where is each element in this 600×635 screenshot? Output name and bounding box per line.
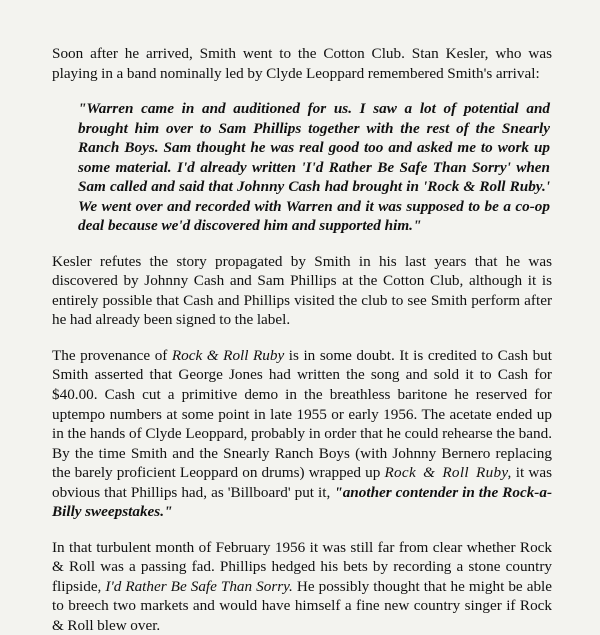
text-run: it was obvious that Phillips had, as 'Billboard' put it, [52, 464, 552, 501]
song-title-rock-and-roll-ruby: Rock & Roll Ruby [171, 346, 285, 364]
text-run: Soon after he arrived, Smith went to the Cotton Club. Stan Kesler, who was playing in a band nominally led by Clyde Leoppard remembered Smith's arrival: [52, 45, 552, 82]
paragraph-intro [52, 44, 552, 83]
song-title-safe-than-sorry: I'd Rather Be Safe Than Sorry. [105, 577, 293, 595]
paragraph-provenance [52, 346, 552, 522]
song-title-rock-and-roll-ruby-2: Rock & Roll Ruby, [384, 464, 512, 482]
text-run: The provenance of [52, 346, 172, 364]
text-run: Kesler refutes the story propagated by Smith in his last years that he was discovered by Johnny Cash and Sam Phillips at the Cotton Club, although it is entirely possible that Cash and Phillips visited the club to see Smith perform after he had already been signed to the label. [52, 252, 552, 329]
paragraph-turbulent [52, 538, 552, 635]
text-run: is in some doubt. It is credited to Cash but Smith asserted that George Jones had written the song and sold it to Cash for $40.00. Cash cut a primitive demo in the breathless baritone he reserved for uptempo numbers at some point in late 1955 or early 1956. The acetate ended up in the hands of Clyde Leoppard, probably in order that he could rehearse the band. By the time Smith and the Snearly Ranch Boys (with Johnny Bernero replacing the barely proficient Leoppard on drums) wrapped up [52, 346, 552, 482]
paragraph-kesler-quote [52, 99, 552, 236]
text-run: "Warren came in and auditioned for us. I saw a lot of potential and brought him over to Sam Phillips together with the rest of the Snearly Ranch Boys. Sam thought he was real good too and asked me to work up some material. I'd already written 'I'd Rather Be Safe Than Sorry' when Sam called and said that Johnny Cash had brought in 'Rock & Roll Ruby.' We went over and recorded with Warren and it was supposed to be a co-op deal because we'd discovered him and supported him." [78, 100, 550, 235]
text-run: He possibly thought that he might be able to breech two markets and would have himself a fine new country singer if Rock & Roll blew over. [52, 577, 552, 634]
billboard-quote: "another contender in the Rock-a-Billy sweepstakes." [52, 483, 552, 521]
paragraph-refutes [52, 252, 552, 330]
text-run: In that turbulent month of February 1956 it was still far from clear whether Rock & Roll was a passing fad. Phillips hedged his bets by recording a stone country flipside, [52, 538, 552, 595]
text-column [52, 44, 552, 635]
